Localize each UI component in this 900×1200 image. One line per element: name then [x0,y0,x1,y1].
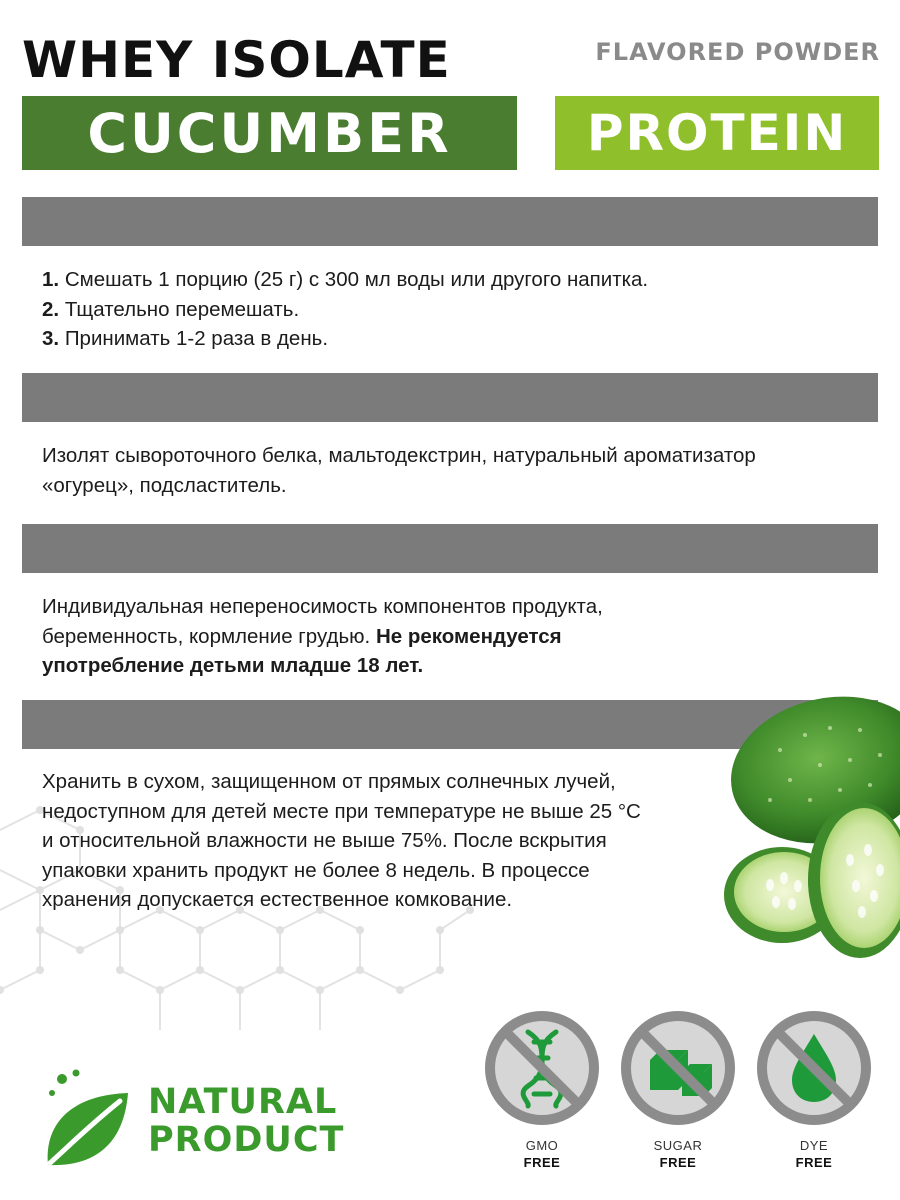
section-heading [22,524,878,548]
product-subtitle: FLAVORED POWDER [595,38,880,66]
product-title: WHEY ISOLATE [22,31,451,89]
direction-step: 3. Принимать 1-2 раза в день. [42,327,329,350]
section-bar-ingredients [22,373,878,422]
section-bar-directions [22,197,878,246]
sugar-free-badge [620,1010,736,1180]
badge-label: DYE [799,1138,829,1153]
drop-icon [756,1010,872,1126]
direction-step: 1. Смешать 1 порцию (25 г) с 300 мл воды или другого напитка. [42,268,649,291]
section-heading [22,197,878,221]
dye-free-badge [756,1010,872,1180]
cucumber-illustration [720,690,900,990]
section-bar-contraindications [22,524,878,573]
flavor-banner: CUCUMBER [22,96,517,170]
text-line: и относительной влажности не выше 75%. После вскрытия [42,829,607,852]
free-from-badges [484,1010,884,1180]
text-line: Индивидуальная непереносимость компонентов продукта, [42,595,603,618]
text-line: Хранить в сухом, защищенном от прямых солнечных лучей, [42,770,616,793]
text-line: беременность, кормление грудью. Не рекомендуется [42,624,562,648]
ingredients-text [42,441,882,500]
product-line: PRODUCT [148,1120,345,1160]
text-line: недоступном для детей месте при температуре не выше 25 °С [42,799,641,823]
sugar-cubes-icon [620,1010,736,1126]
text-line: «огурец», подсластитель. [42,473,287,497]
badge-label: GMO [525,1138,559,1153]
text-line: Изолят сывороточного белка, мальтодекстрин, натуральный ароматизатор [42,444,756,467]
leaf-icon [40,1065,140,1175]
section-heading [22,373,878,397]
gmo-free-badge [484,1010,600,1180]
badge-label-free: FREE [795,1155,833,1170]
dna-icon [484,1010,600,1126]
protein-banner: PROTEIN [555,96,879,170]
text-line: упаковки хранить продукт не более 8 недель. В процессе [42,858,590,882]
natural-line: NATURAL [148,1082,338,1122]
badge-label: SUGAR [653,1138,703,1153]
natural-product-text [148,1083,344,1159]
natural-product-logo [40,1065,420,1175]
text-line-bold: употребление детьми младше 18 лет. [42,654,424,677]
directions-text [42,265,882,354]
text-line: хранения допускается естественное комкование. [42,888,513,911]
badge-label-free: FREE [523,1155,561,1170]
contraindications-text [42,592,882,681]
badge-label-free: FREE [659,1155,697,1170]
direction-step: 2. Тщательно перемешать. [42,297,300,321]
